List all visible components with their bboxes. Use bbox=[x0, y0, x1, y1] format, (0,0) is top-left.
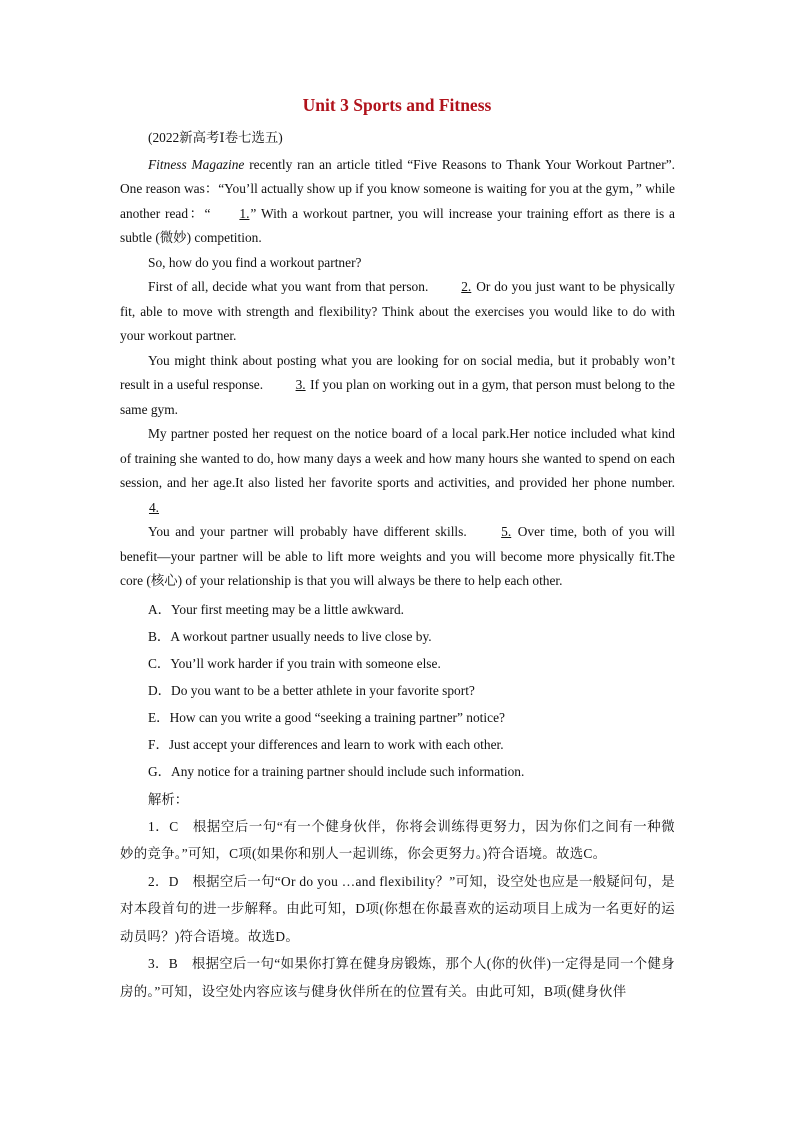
option-g: G．Any notice for a training partner should include such information. bbox=[148, 763, 525, 779]
paragraph-text: If you plan on working out in a gym, that person must belong to the same gym. bbox=[120, 377, 675, 417]
answer-explanation-1: 1．C 根据空后一句“有一个健身伙伴，你将会训练得更努力，因为你们之间有一种微妙的竞争。”可知，C项(如果你和别人一起训练，你会更努力。)符合语境。故选C。 bbox=[120, 818, 675, 861]
paragraph-text: My partner posted her request on the notice board of a local park.Her notice included what kind of training she wanted to do, how many days a week and how many hours she wanted to spend on each session, and her age.It also listed her favorite sports and activities, and provided her phone number. bbox=[120, 426, 675, 490]
passage-paragraph-5 bbox=[120, 422, 675, 520]
passage-paragraph-6 bbox=[120, 520, 675, 594]
document-content bbox=[120, 126, 675, 1005]
passage-paragraph-1 bbox=[120, 153, 675, 251]
answer-blank-2: 2. bbox=[461, 279, 472, 294]
option-b: B．A workout partner usually needs to live close by. bbox=[148, 628, 432, 644]
passage-paragraph-3 bbox=[120, 275, 675, 349]
answer-explanation-3: 3．B 根据空后一句“如果你打算在健身房锻炼，那个人(你的伙伴)一定得是同一个健身房的。”可知，设空处内容应该与健身伙伴所在的位置有关。由此可知，B项(健身伙伴 bbox=[120, 956, 675, 999]
option-a: A．Your first meeting may be a little awkward. bbox=[148, 601, 404, 617]
passage-paragraph-2: So, how do you find a workout partner? bbox=[148, 254, 362, 270]
paragraph-text: Over time, both of you will benefit—your partner will be able to lift more weights and you will become more physically fit.The core (核心) of your relationship is that you will always be there to help each other. bbox=[120, 524, 675, 588]
page-title: Unit 3 Sports and Fitness bbox=[302, 95, 492, 115]
answer-blank-1: 1. bbox=[239, 205, 250, 221]
paragraph-text: You and your partner will probably have different skills. bbox=[148, 524, 473, 539]
option-d: D．Do you want to be a better athlete in your favorite sport? bbox=[148, 682, 475, 698]
answer-explanations bbox=[120, 813, 675, 1006]
option-f: F．Just accept your differences and learn to work with each other. bbox=[148, 736, 504, 752]
answer-blank-3: 3. bbox=[295, 377, 306, 392]
magazine-name: Fitness Magazine bbox=[148, 156, 245, 172]
paragraph-text: recently ran an article titled “Five Reasons to Thank Your Workout Partner”. One reason was：“You’ll actually show up if you know someone is waiting for you at the gym，” while another read：“ bbox=[120, 156, 675, 221]
option-c: C．You’ll work harder if you train with someone else. bbox=[148, 655, 441, 671]
passage-paragraph-4 bbox=[120, 349, 675, 423]
answer-explanation-2: 2．D 根据空后一句“Or do you …and flexibility？”可知，设空处也应是一般疑问句，是对本段首句的进一步解释。由此可知，D项(你想在你最喜欢的运动项目上成为一名更好的运动员吗？)符合语境。故选D。 bbox=[120, 873, 675, 944]
option-e: E．How can you write a good “seeking a training partner” notice? bbox=[148, 709, 505, 725]
paragraph-text: ” With a workout partner, you will increase your training effort as there is a subtle (微妙) competition. bbox=[120, 205, 675, 245]
answer-blank-4: 4. bbox=[148, 499, 160, 515]
answer-blank-5: 5. bbox=[501, 524, 512, 539]
paragraph-text: First of all, decide what you want from that person. bbox=[148, 279, 433, 294]
options-list bbox=[120, 596, 675, 785]
paragraph-text: Or do you just want to be physically fit, able to move with strength and flexibility? Think about the exercises you would like to do with your workout partner. bbox=[120, 279, 675, 343]
analysis-label: 解析： bbox=[148, 791, 189, 807]
paragraph-text: You might think about posting what you are looking for on social media, but it probably won’t result in a useful response. bbox=[120, 352, 675, 392]
question-source: (2022新高考Ⅰ卷七选五) bbox=[148, 130, 283, 145]
